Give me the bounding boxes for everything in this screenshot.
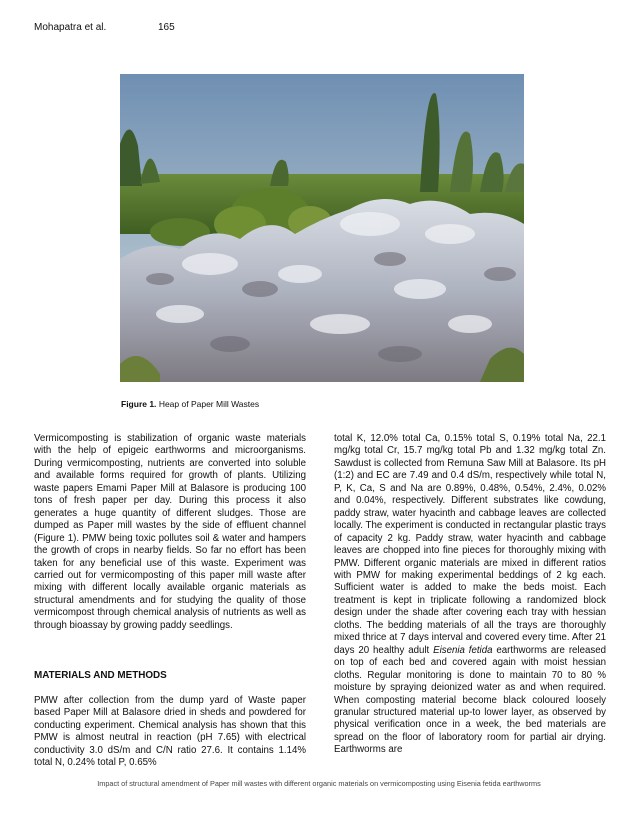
intro-paragraph: Vermicomposting is stabilization of organic waste materials with the help of epigeic earthworms and microorganisms. During vermicomposting, nutrients are converted into soluble and available forms required for growth of plants. Utilizing waste papers Emami Paper Mill at Balasore is producing 100 tons of fresh paper per day. During this process it also generates a huge quantity of different sludges. Those are dumped as Paper mill wastes by the side of effluent channel (Figure 1). PMW being toxic pollutes soil & water and hampers the growth of crops in nearby fields. So far no effort has been taken for any beneficial use of this waste. Experiment was carried out for vermicomposting of this paper mill waste after mixing with different locally available organic materials as structural amendments and for studying the quality of those vermicompost through chemical analysis of nutrients as well as through bioassay by growing paddy seedlings.: [34, 433, 306, 631]
figure-label: Figure 1.: [121, 399, 157, 409]
figure-caption: [121, 399, 259, 409]
figure-1-photo: [120, 74, 524, 382]
running-header: [34, 22, 175, 33]
methods-paragraph: PMW after collection from the dump yard of Waste paper based Paper Mill at Balasore dried in sheds and powdered for conducting experiment. Chemical analysis has shown that this PMW is almost neutral in reaction (pH 7.65) with electrical conductivity 3.0 dS/m and C/N ratio 27.6. It contains 1.14% total N, 0.24% total P, 0.65%: [34, 694, 306, 768]
section-heading-materials-methods: MATERIALS AND METHODS: [34, 670, 167, 682]
figure-caption-text: Heap of Paper Mill Wastes: [158, 399, 260, 409]
methods-continued-paragraph: [334, 433, 606, 757]
species-name: Eisenia fetida: [433, 644, 493, 656]
left-column: [34, 433, 306, 769]
header-page-number: 165: [158, 22, 175, 33]
right-column: [334, 433, 606, 757]
methods-text-part-1: total K, 12.0% total Ca, 0.15% total S, 0.19% total Na, 22.1 mg/kg total Cr, 15.7 mg/kg total Pb and 1.32 mg/kg total Zn. Sawdust is collected from Remuna Saw Mill at Balasore. Its pH (1:2) and EC are 7.49 and 0.4 dS/m, respectively while total N, P, K, Ca, S and Na are 0.89%, 0.48%, 0.54%, 2.4%, 0.02% and 0.04%, respectively. Different substrates like cowdung, paddy straw, water hyacinth and cabbage leaves are collected locally. The experiment is conducted in rectangular plastic trays of capacity 2 kg. Paddy straw, water hyacinth and cabbage leaves are chopped into fine pieces for thoroughly mixing with PMW. Different organic materials are mixed in different ratios with PMW for making experimental beddings of 2 kg each. Sufficient water is added to make the beds moist. Each treatment is kept in triplicate following a randomized block design under the shade after covering each tray with hessian cloths. The bedding materials of all the trays are thoroughly mixed thrice at 7 days interval and covered every time. After 21 days 20 healthy adult: [334, 433, 606, 656]
header-authors: Mohapatra et al.: [34, 22, 107, 33]
methods-text-part-2: earthworms are released on top of each bed and covered again with moist hessian cloths. Regular monitoring is done to maintain 70 to 80 % moisture by spraying deionized water as and when required. When composting material become black coloured loosely granular structured material up-to lower layer, as observed by physical verification once in a week, the bed materials are spread on the floor of laboratory room for partial air drying. Earthworms are: [334, 644, 606, 756]
running-footer: Impact of structural amendment of Paper mill wastes with different organic materials on vermicomposting using Eisenia fetida earthworms: [97, 779, 541, 788]
paper-mill-waste-heap-image: [120, 74, 524, 382]
